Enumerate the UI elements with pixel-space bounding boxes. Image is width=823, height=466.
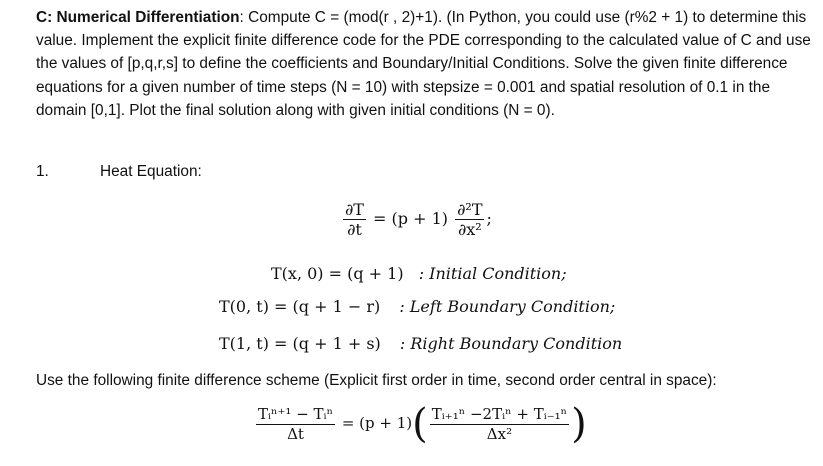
scheme-rhs-fraction xyxy=(430,405,569,444)
pde-rhs-den: ∂x² xyxy=(457,220,482,239)
problem-paragraph xyxy=(36,6,812,122)
right-boundary-condition xyxy=(219,334,622,353)
scheme-lhs-num: Tᵢⁿ⁺¹ − Tᵢⁿ xyxy=(258,404,334,423)
initial-label: : Initial Condition; xyxy=(418,264,567,283)
scheme-equation xyxy=(254,401,587,447)
pde-eq: = (p + 1) xyxy=(373,209,449,228)
pde-rhs-num: ∂²T xyxy=(457,200,483,219)
problem-text: : Compute C = (mod(r , 2)+1). (In Python, you could use (r%2 + 1) to determine this value. Implement the explicit finite difference code for the PDE corresponding to the calculated value of C and use the values of [p,q,r,s] to define the coefficients and Boundary/Initial Conditions. Solve the given finite difference equations for a given number of time steps (N = 10) with stepsize = 0.001 and spatial resolution of 0.1 in the domain [0,1]. Plot the final solution along with given initial conditions (N = 0). xyxy=(36,9,811,119)
initial-condition xyxy=(271,264,567,283)
right-eq: T(1, t) = (q + 1 + s) xyxy=(219,334,381,353)
initial-eq: T(x, 0) = (q + 1) xyxy=(271,264,404,283)
scheme-lhs-den: Δt xyxy=(287,424,304,443)
right-label: : Right Boundary Condition xyxy=(399,334,623,353)
pde-equation xyxy=(341,200,492,239)
problem-label: C: Numerical Differentiation xyxy=(36,9,240,26)
left-eq: T(0, t) = (q + 1 − r) xyxy=(219,297,381,316)
pde-tail: ; xyxy=(486,209,492,228)
left-paren: ( xyxy=(412,401,428,447)
scheme-eq: = (p + 1) xyxy=(341,414,413,432)
pde-lhs-den: ∂t xyxy=(347,220,362,239)
item-number: 1. xyxy=(36,163,49,180)
scheme-intro: Use the following finite difference scheme (Explicit first order in time, second order central in space): xyxy=(36,372,717,389)
pde-rhs-fraction xyxy=(455,200,484,239)
left-boundary-condition xyxy=(219,297,615,316)
pde-lhs-fraction xyxy=(343,200,366,239)
left-label: : Left Boundary Condition; xyxy=(399,297,616,316)
right-paren: ) xyxy=(571,401,587,447)
scheme-rhs-den: Δx² xyxy=(486,424,513,443)
scheme-lhs-fraction xyxy=(256,405,335,444)
item-title: Heat Equation: xyxy=(100,163,202,180)
scheme-rhs-num: Tᵢ₊₁ⁿ −2Tᵢⁿ + Tᵢ₋₁ⁿ xyxy=(431,404,568,423)
pde-lhs-num: ∂T xyxy=(345,200,364,219)
